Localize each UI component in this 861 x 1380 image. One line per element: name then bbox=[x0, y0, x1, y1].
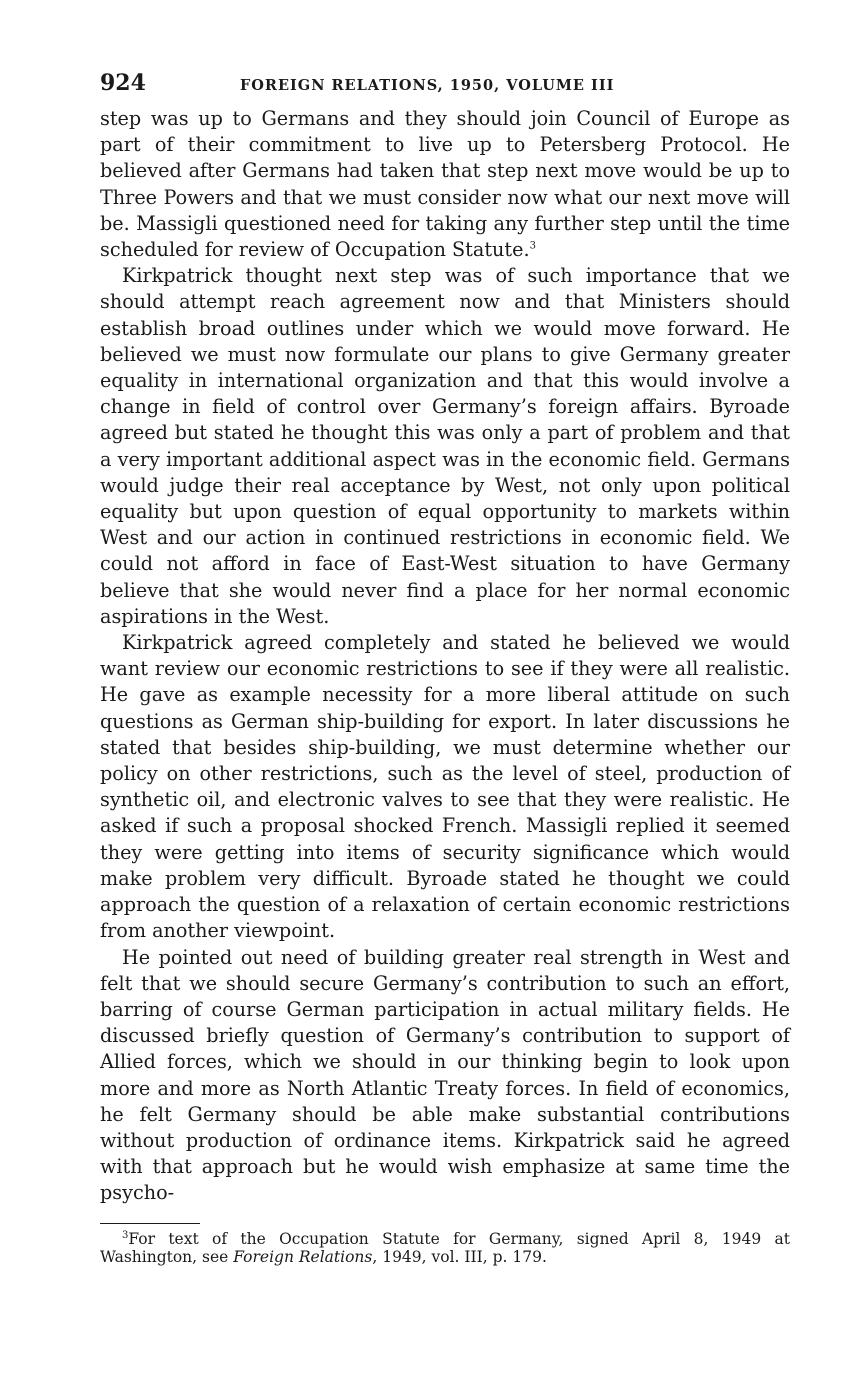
footnote-divider bbox=[100, 1223, 200, 1224]
footnote-text-after: , 1949, vol. III, p. 179. bbox=[372, 1247, 547, 1266]
page-header bbox=[100, 70, 790, 106]
footnote-reference: 3 bbox=[529, 240, 536, 252]
paragraph-3: Kirkpatrick agreed completely and stated he believed we would want review our economic restrictions to see if they were all realistic. He gave as example necessity for a more liberal attitude on such questions as German ship-building for export. In later discussions he stated that besides ship-building, we must determine whether our policy on other restrictions, such as the level of steel, production of synthetic oil, and electronic valves to see that they were realistic. He asked if such a proposal shocked French. Massigli replied it seemed they were getting into items of security significance which would make problem very difficult. Byroade stated he thought we could approach the question of a relaxation of certain economic restrictions from another viewpoint. bbox=[100, 631, 790, 943]
paragraph-2: Kirkpatrick thought next step was of such importance that we should attempt reach agreement now and that Ministers should establish broad outlines under which we would move forward. He believed we must now formulate our plans to give Germany greater equality in international organization and that this would involve a change in field of control over Germany’s foreign affairs. Byroade agreed but stated he thought this was only a part of problem and that a very important additional aspect was in the economic field. Germans would judge their real acceptance by West, not only upon political equality but upon question of equal opportunity to markets within West and our action in continued restrictions in economic field. We could not afford in face of East-West situation to have Germany believe that she would never find a place for her normal economic aspirations in the West. bbox=[100, 264, 790, 628]
page-number: 924 bbox=[100, 70, 146, 96]
footnote-3 bbox=[100, 1230, 790, 1266]
paragraph-1-text: step was up to Germans and they should join Council of Europe as part of their commitment to live up to Petersberg Protocol. He believed after Germans had taken that step next move would be up to Three Powers and that we must consider now what our next move will be. Massigli questioned need for taking any further step until the time scheduled for review of Occupation Statute. bbox=[100, 107, 790, 262]
footnote-text-before: For text of the Occupation Statute for Germany, signed April 8, 1949 at Washington, see bbox=[100, 1229, 790, 1266]
body-text bbox=[100, 106, 790, 1207]
running-head: FOREIGN RELATIONS, 1950, VOLUME III bbox=[240, 77, 615, 94]
footnote-italic-title: Foreign Relations bbox=[233, 1247, 373, 1266]
document-page bbox=[100, 70, 790, 1266]
footnote-marker: 3 bbox=[122, 1229, 129, 1241]
paragraph-1 bbox=[100, 106, 790, 263]
paragraph-4: He pointed out need of building greater real strength in West and felt that we should secure Germany’s contribution to such an effort, barring of course German participation in actual military fields. He discussed briefly question of Germany’s contribution to support of Allied forces, which we should in our thinking begin to look upon more and more as North Atlantic Treaty forces. In field of economics, he felt Germany should be able make substantial contributions without production of ordinance items. Kirkpatrick said he agreed with that approach but he would wish emphasize at same time the psycho- bbox=[100, 945, 790, 1205]
